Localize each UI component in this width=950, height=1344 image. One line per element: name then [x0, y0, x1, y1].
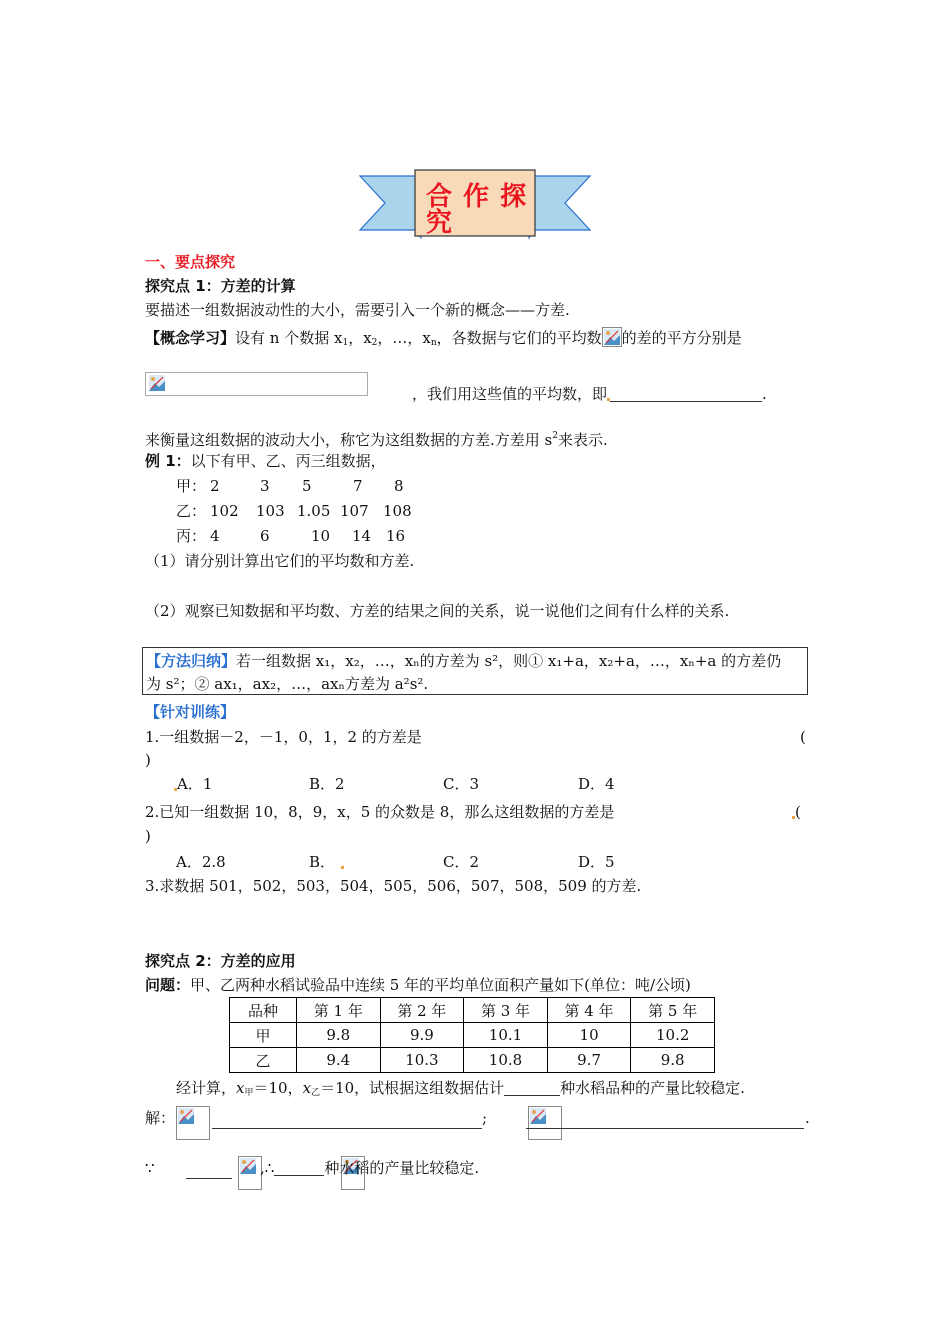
q2-option-b-text[interactable]: B． — [309, 853, 336, 871]
point2-heading: 探究点 2：方差的应用 — [145, 952, 296, 970]
solution-line — [145, 1108, 175, 1128]
problem-label: 问题： — [145, 976, 191, 994]
method-label: 【方法归纳】 — [146, 652, 237, 670]
compare-s1-image-icon — [238, 1156, 262, 1190]
mean-x-yi: x — [302, 1079, 312, 1097]
example1-line — [145, 451, 386, 471]
concept-line2-text: ，我们用这些值的平均数，即 — [412, 385, 608, 403]
example1-text: 以下有甲、乙、丙三组数据， — [190, 452, 386, 470]
point1-heading: 探究点 1：方差的计算 — [145, 277, 296, 295]
table-cell: 9.7 — [547, 1048, 631, 1073]
table-row — [230, 1048, 715, 1073]
table-cell: 10.8 — [464, 1048, 548, 1073]
concept-line3-end: 来表示. — [557, 431, 608, 449]
solve-label: 解： — [145, 1109, 176, 1127]
compare-blank[interactable] — [186, 1164, 232, 1179]
training-label: 【针对训练】 — [145, 703, 236, 721]
table-cell: 10 — [547, 1023, 631, 1048]
q1-option-c[interactable]: C．3 — [443, 775, 480, 793]
q1-option-d[interactable]: D．4 — [578, 775, 615, 793]
row-jia-v4: 7 — [353, 477, 363, 495]
method-line1 — [146, 651, 781, 671]
because-mark: ∵ — [145, 1159, 155, 1177]
row-jia-v5: 8 — [394, 477, 404, 495]
squares-formula-box — [145, 372, 368, 396]
table-cell: 甲 — [230, 1023, 297, 1048]
calc-text-e: 种水稻品种的产量比较稳定. — [560, 1079, 745, 1097]
section-heading: 一、要点探究 — [145, 253, 236, 271]
calc-text-c: ＝10， — [253, 1079, 303, 1097]
row-jia-name: 甲： — [176, 477, 207, 495]
row-bing-v5: 16 — [386, 527, 406, 545]
q2-paren-open — [792, 802, 801, 822]
calc-text-d: ＝10，试根据这组数据估计 — [320, 1079, 505, 1097]
concept-label: 【概念学习】 — [145, 329, 236, 347]
calc-line — [176, 1078, 745, 1103]
training-q3: 3.求数据 501，502，503，504，505，506，507，508，509 的方差. — [145, 877, 642, 895]
therefore-line: ,∴ 种水稻的产量比较稳定. — [260, 1159, 480, 1177]
variety-blank[interactable] — [504, 1081, 560, 1096]
concept-text-b: ，各数据与它们的平均数 — [436, 329, 602, 347]
mean-x-jia: x — [236, 1079, 245, 1097]
q2-option-d[interactable]: D．5 — [578, 853, 615, 871]
row-yi-name: 乙： — [176, 502, 207, 520]
row-bing-v2: 6 — [260, 527, 270, 545]
concept-text-a: 设有 n 个数据 x — [235, 329, 343, 347]
row-bing-v1: 4 — [210, 527, 220, 545]
concept-line3: 来衡量这组数据的波动大小，称它为这组数据的方差.方差用 $s^2$来表示. — [145, 431, 608, 449]
mean-formula-image-icon — [602, 327, 622, 347]
row-jia-v1: 2 — [210, 477, 220, 495]
q1-option-a — [174, 774, 212, 794]
row-jia-v2: 3 — [260, 477, 270, 495]
variance-jia-image-icon — [176, 1106, 210, 1140]
conclusion-text: 种水稻的产量比较稳定. — [324, 1159, 480, 1177]
table-cell: 10.2 — [631, 1023, 715, 1048]
example1-question1: （1）请分别计算出它们的平均数和方差. — [145, 552, 415, 570]
period-mark: . — [805, 1109, 810, 1127]
sub-jia: 甲 — [244, 1088, 254, 1098]
table-header-cell: 第 4 年 — [547, 998, 631, 1023]
row-bing-v3: 10 — [311, 527, 331, 545]
table-header-row — [230, 998, 715, 1023]
row-bing-v4: 14 — [352, 527, 372, 545]
table-row — [230, 1023, 715, 1048]
stable-variety-blank[interactable] — [274, 1161, 324, 1176]
method-line2: 为 s²；② ax₁，ax₂，…，axₙ方差为 a²s². — [146, 675, 429, 693]
row-jia-v3: 5 — [302, 477, 312, 495]
row-yi-v3: 1.05 — [297, 502, 331, 520]
row-yi-v5: 108 — [383, 502, 412, 520]
table-header-cell: 第 3 年 — [464, 998, 548, 1023]
dot-mark — [341, 866, 344, 869]
table-cell: 乙 — [230, 1048, 297, 1073]
example1-question2: （2）观察已知数据和平均数、方差的结果之间的关系，说一说他们之间有什么样的关系. — [145, 602, 730, 620]
therefore-mark: ∴ — [264, 1159, 275, 1177]
q1-option-a-text[interactable]: A．1 — [177, 775, 213, 793]
row-bing-name: 丙： — [176, 527, 207, 545]
q2-option-b — [309, 852, 344, 872]
problem-text: 甲、乙两种水稻试验品中连续 5 年的平均单位面积产量如下(单位：吨/公顷) — [190, 976, 691, 994]
table-cell: 9.8 — [297, 1023, 381, 1048]
concept-line1: 【概念学习】设有 n 个数据 $x_1$，$x_2$，…，$x_n$，各数据与它们的平均数 的差的平方分别是 — [145, 329, 742, 348]
concept-line2: ，我们用这些值的平均数，即 . — [412, 385, 767, 403]
calc-text-a: 经计算， — [176, 1079, 237, 1097]
row-yi-v4: 107 — [340, 502, 369, 520]
q1-paren-open: ( — [800, 728, 806, 746]
q1-paren-close: ) — [145, 751, 151, 769]
training-q1: 1.一组数据－2，－1，0，1，2 的方差是 — [145, 728, 422, 746]
variance-formula-blank[interactable] — [610, 387, 762, 402]
table-cell: 9.9 — [380, 1023, 464, 1048]
table-cell: 10.3 — [380, 1048, 464, 1073]
row-yi-v2: 103 — [256, 502, 285, 520]
table-header-cell: 第 1 年 — [297, 998, 381, 1023]
table-header-cell: 品种 — [230, 998, 297, 1023]
example1-label: 例 1： — [145, 452, 191, 470]
q1-option-b[interactable]: B．2 — [309, 775, 345, 793]
semicolon: ; — [482, 1109, 488, 1127]
method-line1-text: 若一组数据 x₁，x₂，…，xₙ的方差为 s²，则① x₁+a，x₂+a，…，xₙ+a 的方差仍 — [236, 652, 782, 670]
training-q2: 2.已知一组数据 10，8，9，x，5 的众数是 8，那么这组数据的方差是 — [145, 803, 615, 821]
problem-line — [145, 975, 691, 995]
yield-table — [229, 997, 715, 1073]
table-cell: 9.4 — [297, 1048, 381, 1073]
variance-yi-blank[interactable] — [526, 1114, 804, 1129]
banner-title: 合 作 探 究 — [426, 182, 528, 238]
variance-jia-blank[interactable] — [212, 1114, 482, 1129]
table-header-cell: 第 2 年 — [380, 998, 464, 1023]
intro-text: 要描述一组数据波动性的大小，需要引入一个新的概念——方差. — [145, 301, 570, 319]
row-yi-v1: 102 — [210, 502, 239, 520]
q2-paren-open-text: ( — [795, 803, 801, 821]
table-header-cell: 第 5 年 — [631, 998, 715, 1023]
q2-option-c[interactable]: C．2 — [443, 853, 480, 871]
concept-line3-text: 来衡量这组数据的波动大小，称它为这组数据的方差.方差用 s — [145, 431, 553, 449]
squares-formula-image-icon — [148, 374, 168, 394]
q2-option-a[interactable]: A．2.8 — [176, 853, 226, 871]
table-cell: 10.1 — [464, 1023, 548, 1048]
concept-text-c: 的差的平方分别是 — [621, 329, 742, 347]
sub-yi: 乙 — [311, 1088, 321, 1098]
q2-paren-close: ) — [145, 827, 151, 845]
table-cell: 9.8 — [631, 1048, 715, 1073]
